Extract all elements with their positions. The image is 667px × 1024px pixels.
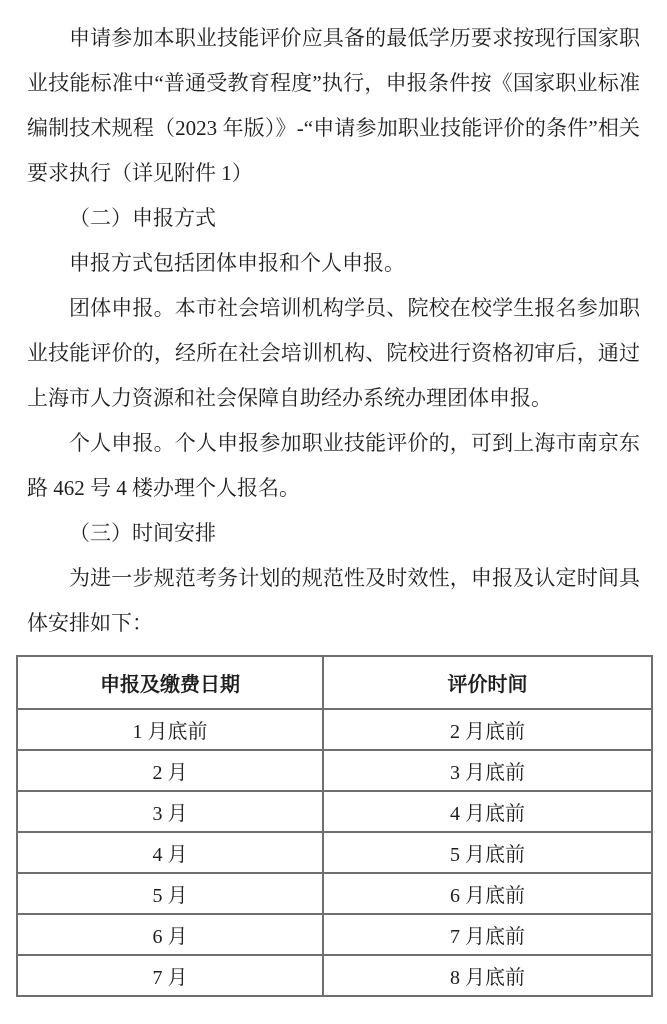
table-row [17,709,652,750]
table-cell: 7 月 [17,955,323,996]
table-cell: 1 月底前 [17,709,323,750]
table-header-cell: 评价时间 [323,656,652,709]
paragraph-block [27,16,640,646]
table-cell: 5 月 [17,873,323,914]
paragraph: 申请参加本职业技能评价应具备的最低学历要求按现行国家职业技能标准中“普通受教育程度”执行，申报条件按《国家职业标准编制技术规程（2023 年版）》-“申请参加职业技能评价的条件”相关要求执行（详见附件 1） [27,26,640,185]
paragraph: 为进一步规范考务计划的规范性及时效性，申报及认定时间具体安排如下： [27,566,640,635]
table-cell: 5 月底前 [323,832,652,873]
table-cell: 2 月 [17,750,323,791]
table-cell: 6 月 [17,914,323,955]
paragraph: 申报方式包括团体申报和个人申报。 [69,251,405,275]
table-row [17,750,652,791]
table-cell: 6 月底前 [323,873,652,914]
table-header-row [17,656,652,709]
table-row [17,791,652,832]
table-cell: 8 月底前 [323,955,652,996]
table-row [17,873,652,914]
paragraph: 个人申报。个人申报参加职业技能评价的，可到上海市南京东路 462 号 4 楼办理个人报名。 [27,431,640,500]
table-cell: 4 月 [17,832,323,873]
table-cell: 3 月底前 [323,750,652,791]
table-row [17,832,652,873]
table-cell: 3 月 [17,791,323,832]
paragraph: （二）申报方式 [69,206,216,230]
table-cell: 2 月底前 [323,709,652,750]
table-header-cell: 申报及缴费日期 [17,656,323,709]
schedule-table [16,655,653,997]
paragraph: 团体申报。本市社会培训机构学员、院校在校学生报名参加职业技能评价的，经所在社会培训机构、院校进行资格初审后，通过上海市人力资源和社会保障自助经办系统办理团体申报。 [27,296,640,410]
table-cell: 4 月底前 [323,791,652,832]
table-cell: 7 月底前 [323,914,652,955]
paragraph: （三）时间安排 [69,521,216,545]
table-row [17,914,652,955]
table-row [17,955,652,996]
